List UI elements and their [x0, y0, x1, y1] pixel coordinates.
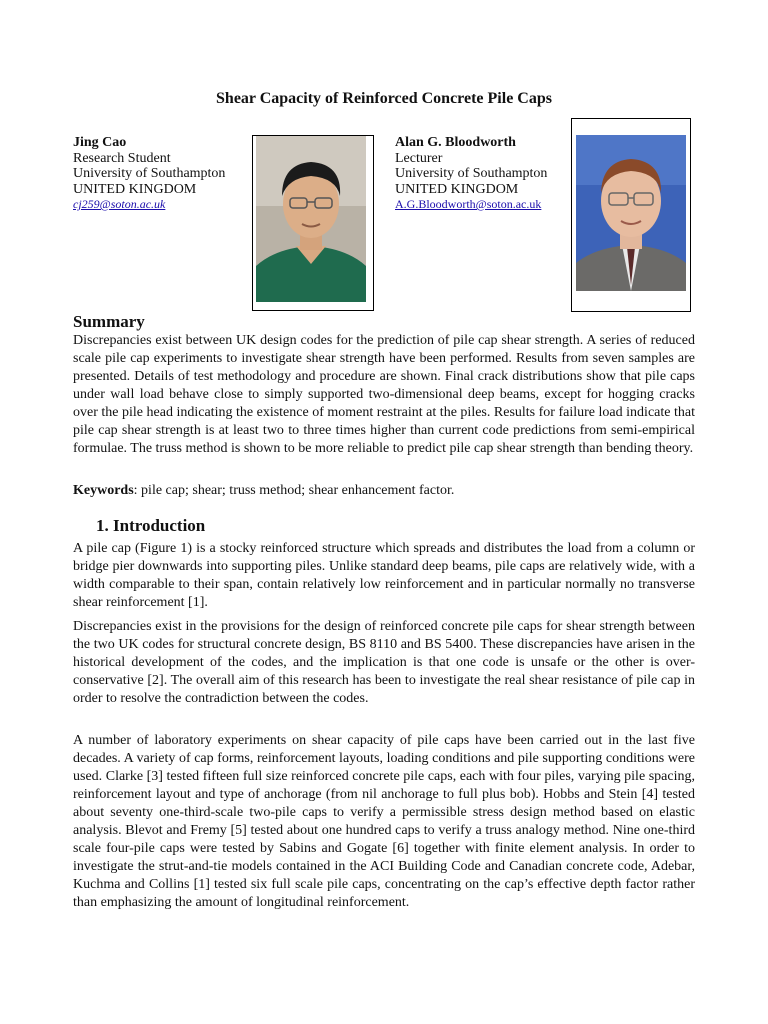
paper-title: Shear Capacity of Reinforced Concrete Pile Caps [216, 90, 552, 107]
summary-heading: Summary [73, 312, 145, 331]
intro-paragraph-2: Discrepancies exist in the provisions for the design of reinforced concrete pile caps for shear strength between the two UK codes for structural concrete design, BS 8110 and BS 5400. These discrepancies have arisen in the historical development of the codes, and the implication is that one code is unsafe or the other is over-conservative [2]. The overall aim of this research has been to investigate the real shear resistance of pile cap in order to resolve the contradiction between the codes. [73, 619, 695, 706]
author-block-2 [395, 135, 547, 213]
keywords-label: Keywords [73, 483, 134, 498]
author-role: Lecturer [395, 150, 443, 166]
introduction-heading: 1. Introduction [96, 516, 206, 535]
keywords-text: : pile cap; shear; truss method; shear enhancement factor. [133, 483, 455, 498]
author-block-1 [73, 135, 225, 213]
intro-paragraph-3: A number of laboratory experiments on shear capacity of pile caps have been carried out in the last five decades. A variety of cap forms, reinforcement layouts, loading conditions and pile supporting conditions were used. Clarke [3] tested fifteen full size reinforced concrete pile caps, each with four piles, varying pile spacing, reinforcement layout and type of anchorage (from nil anchorage to full plus bob). Hobbs and Stein [4] tested about seventy one-third-scale two-pile caps to verify a permissible stress design method based on elastic analysis. Blevot and Fremy [5] tested about one hundred caps to verify a truss analogy method. Nine one-third scale four-pile caps were tested by Sabins and Gogate [6] together with finite element analysis. In order to investigate the strut-and-tie models contained in the ACI Building Code and Canadian concrete code, Adebar, Kuchma and Collins [1] tested six full scale pile caps, concentrating on the cap’s effective depth factor rather than emphasizing the amount of longitudinal reinforcement. [73, 733, 695, 910]
author-role: Research Student [73, 150, 171, 166]
intro-paragraph-1: A pile cap (Figure 1) is a stocky reinforced structure which spreads and distributes the load from a column or bridge pier downwards into supporting piles. Unlike standard deep beams, pile caps are relatively wide, with a width comparable to their span, contain relatively low reinforcement and in particular normally no transverse shear reinforcement [1]. [73, 541, 695, 610]
author-photo-2 [576, 135, 686, 291]
author-country: UNITED KINGDOM [395, 181, 519, 197]
author-name: Jing Cao [73, 135, 127, 150]
author-country: UNITED KINGDOM [73, 181, 197, 197]
author-name: Alan G. Bloodworth [395, 135, 516, 150]
keywords-line [73, 483, 454, 499]
author-photo-1 [256, 136, 366, 302]
author-affiliation: University of Southampton [73, 166, 226, 181]
author-email-link[interactable]: A.G.Bloodworth@soton.ac.uk [395, 197, 542, 211]
author-photo-frame-1 [252, 135, 374, 311]
author-photo-frame-2 [571, 118, 691, 312]
author-email-link[interactable]: cj259@soton.ac.uk [73, 197, 166, 211]
author-affiliation: University of Southampton [395, 166, 548, 181]
summary-paragraph: Discrepancies exist between UK design codes for the prediction of pile cap shear strength. A series of reduced scale pile cap experiments to investigate shear strength have been performed. Results from seven samples are presented. Details of test methodology and procedure are shown. Final crack distributions show that pile caps under wall load behave close to simply supported two-dimensional deep beams, except for hogging cracks over the pile head indicating the existence of moment restraint at the piles. Results for failure load indicate that pile cap shear strength is at least two to three times higher than current code predictions from semi-empirical formulae. The truss method is shown to be more reliable to predict pile cap shear strength than bending theory. [73, 333, 695, 456]
